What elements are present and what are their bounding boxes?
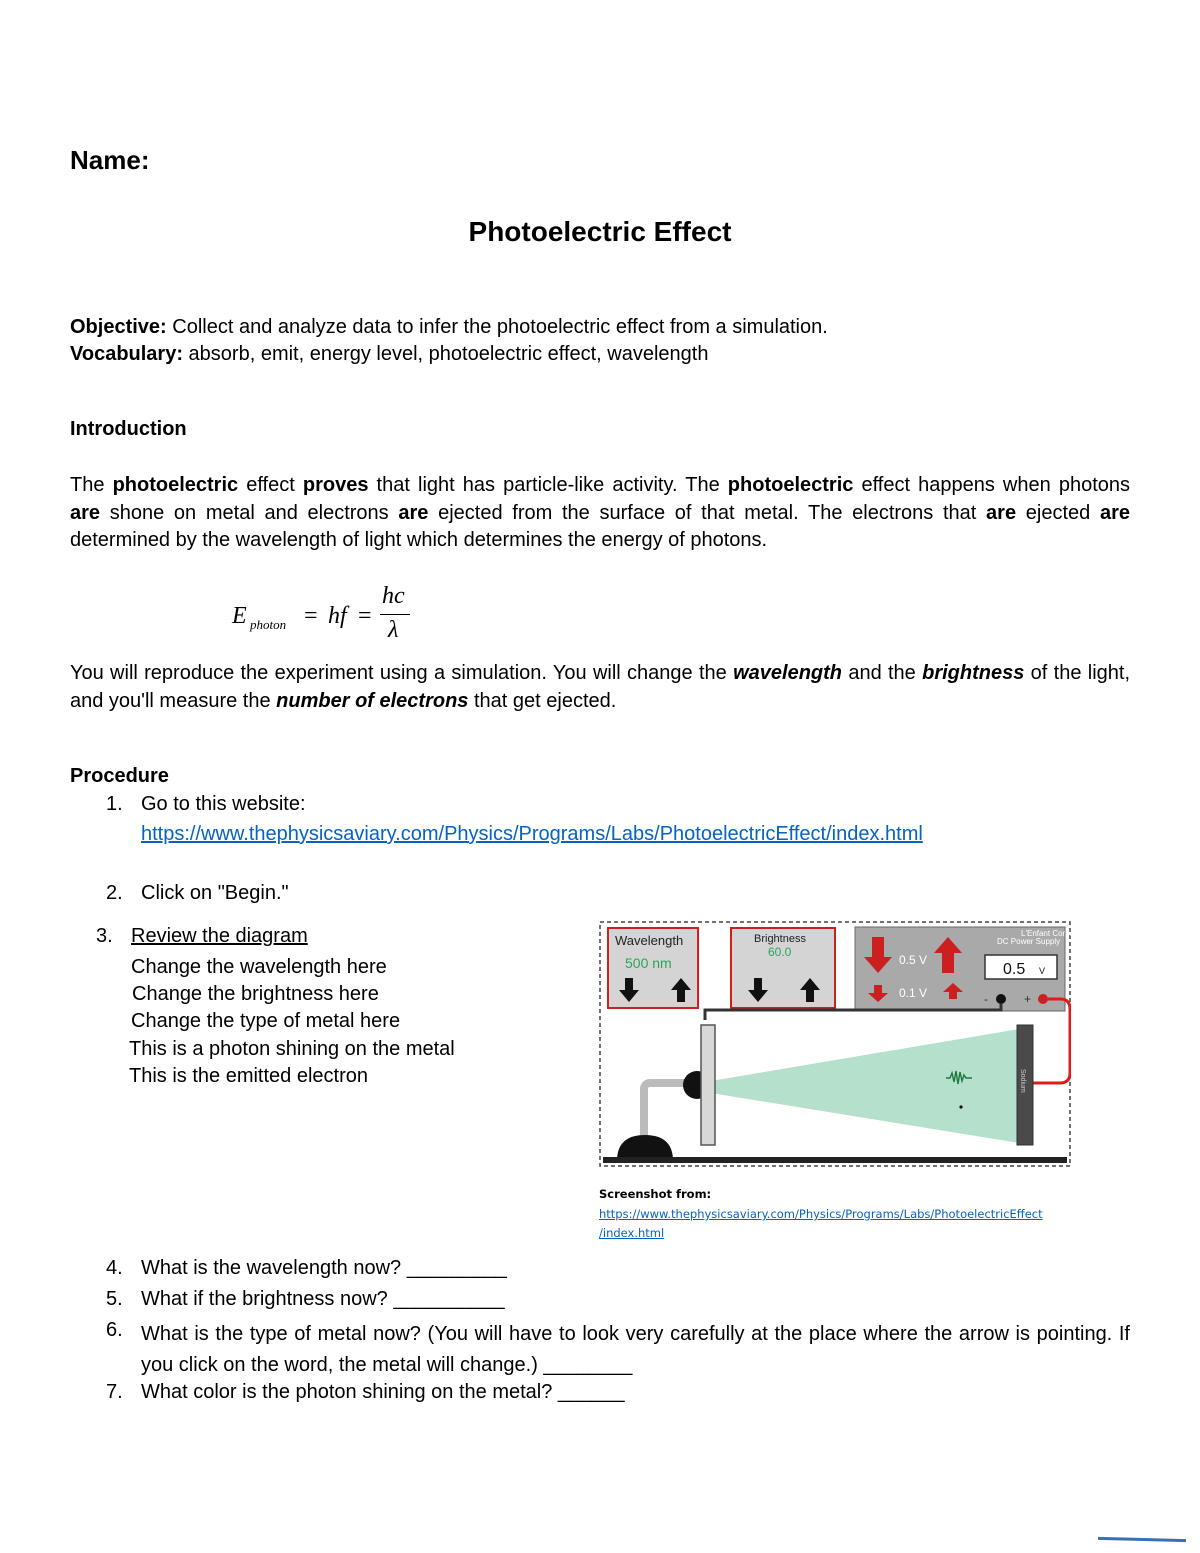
wavelength-value: 500 nm	[625, 955, 672, 971]
positive-terminal	[1038, 994, 1048, 1004]
power-supply-panel	[855, 927, 1071, 1011]
diagram-label-electron: This is the emitted electron	[129, 1065, 368, 1087]
brightness-panel	[731, 928, 835, 1008]
caption-link[interactable]: https://www.thephysicsaviary.com/Physics/Programs/Labs/PhotoelectricEffect	[599, 1207, 1043, 1221]
step-2-text: Click on "Begin."	[141, 882, 289, 904]
simulation-link[interactable]: https://www.thephysicsaviary.com/Physics/Programs/Labs/PhotoelectricEffect/index.html	[141, 823, 923, 845]
introduction-heading: Introduction	[70, 418, 187, 440]
question-7: What color is the photon shining on the metal? ______	[141, 1381, 625, 1403]
question-4: What is the wavelength now? _________	[141, 1257, 507, 1279]
diagram-label-photon: This is a photon shining on the metal	[129, 1038, 455, 1060]
metal-plate[interactable]	[701, 1025, 715, 1145]
page-title: Photoelectric Effect	[468, 216, 732, 247]
procedure-heading: Procedure	[70, 765, 169, 787]
emitted-electron	[959, 1105, 962, 1108]
step-3-text: Review the diagram	[131, 925, 308, 947]
minus-sign: -	[984, 992, 988, 1006]
voltage-unit: V	[1039, 966, 1046, 976]
fine-step: 0.1 V	[899, 986, 928, 1000]
question-number: 5.	[106, 1288, 123, 1310]
objective-line	[70, 316, 828, 339]
question-number: 6.	[106, 1319, 123, 1341]
question-number: 7.	[106, 1381, 123, 1403]
name-label: Name:	[70, 145, 150, 175]
page-footer-line	[1098, 1537, 1186, 1542]
negative-terminal	[996, 994, 1006, 1004]
step-number: 1.	[106, 793, 123, 815]
power-brand: L'Enfant Corp.	[1021, 929, 1071, 938]
objective-text: Collect and analyze data to infer the photoelectric effect from a simulation.	[166, 316, 828, 338]
power-model: DC Power Supply	[997, 937, 1061, 946]
diagram-label-wavelength: Change the wavelength here	[131, 956, 387, 978]
question-number: 4.	[106, 1257, 123, 1279]
vocabulary-text: absorb, emit, energy level, photoelectric effect, wavelength	[183, 343, 709, 365]
step-number: 3.	[96, 925, 113, 947]
simulation-screenshot	[599, 921, 1071, 1167]
screenshot-caption: Screenshot from:	[599, 1187, 712, 1201]
vocabulary-line	[70, 343, 708, 366]
brightness-label: Brightness	[754, 933, 806, 945]
question-5: What if the brightness now? __________	[141, 1288, 505, 1310]
diagram-label-metal: Change the type of metal here	[131, 1010, 401, 1032]
metal-type-label[interactable]: Sodium	[1019, 1069, 1026, 1093]
wavelength-panel	[608, 928, 698, 1008]
caption-link-continued[interactable]: /index.html	[599, 1226, 665, 1240]
wavelength-label: Wavelength	[615, 933, 684, 948]
diagram-label-brightness: Change the brightness here	[132, 983, 379, 1005]
objective-label: Objective:	[70, 316, 167, 338]
step-number: 2.	[106, 882, 123, 904]
ground-bar	[603, 1157, 1067, 1163]
plus-sign: +	[1024, 992, 1032, 1006]
question-6: What is the type of metal now? (You will have to look very carefully at the place where the arrow is pointing. If you click on the word, the metal will change.) ________	[141, 1323, 1130, 1376]
voltage-value: 0.5	[1003, 961, 1026, 978]
coarse-step: 0.5 V	[899, 953, 928, 967]
vocabulary-label: Vocabulary:	[70, 343, 183, 365]
photon-energy-formula: E photon = hf = hc λ	[232, 583, 432, 649]
brightness-value: 60.0	[768, 945, 792, 959]
step-1-text: Go to this website:	[141, 793, 306, 815]
simulation-paragraph: You will reproduce the experiment using a simulation. You will change the wavelength and the brightness of the light, and you'll measure the number of electrons that get ejected.	[70, 662, 1131, 712]
introduction-paragraph: The photoelectric effect proves that light has particle-like activity. The photoelectric effect happens when photons are shone on metal and electrons are ejected from the surface of that metal. The electrons that are ejected are determined by the wavelength of light which determines the energy of photons.	[70, 474, 1130, 551]
